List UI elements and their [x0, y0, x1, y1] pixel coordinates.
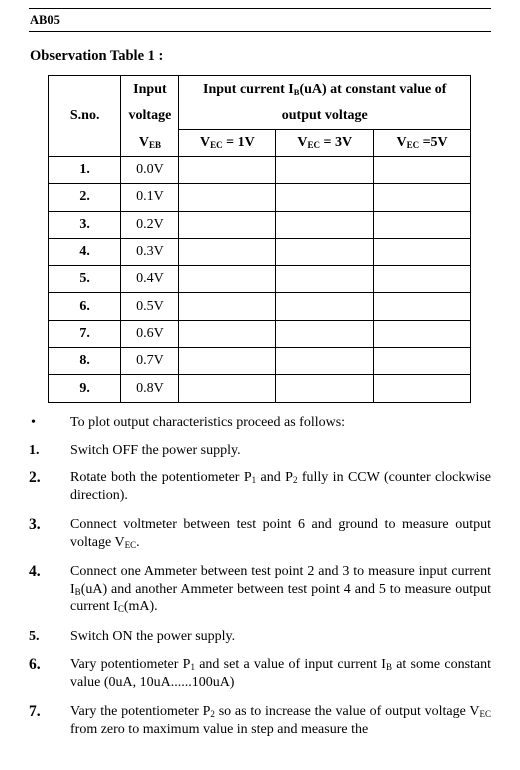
- cell-empty: [276, 320, 374, 347]
- cell-empty: [374, 184, 471, 211]
- step-number: 4.: [29, 563, 41, 580]
- cell-empty: [276, 157, 374, 184]
- header-bottom-rule: [29, 31, 491, 32]
- cell-sno: 3.: [49, 211, 121, 238]
- procedure-steps: [29, 414, 491, 738]
- table-row: [49, 157, 471, 184]
- header-input-voltage-line1: Input: [121, 76, 179, 104]
- cell-empty: [276, 293, 374, 320]
- cell-veb: 0.4V: [121, 266, 179, 293]
- cell-empty: [179, 293, 276, 320]
- table-row: [49, 293, 471, 320]
- header-vec-3v: $V_{EC} = 3V$: [276, 130, 374, 157]
- table-row: [49, 266, 471, 293]
- header-top-rule: [29, 8, 491, 9]
- cell-sno: 1.: [49, 157, 121, 184]
- cell-veb: 0.2V: [121, 211, 179, 238]
- table-row: [49, 211, 471, 238]
- header-input-voltage-line2: voltage: [121, 103, 179, 130]
- cell-empty: [276, 238, 374, 265]
- cell-empty: [179, 320, 276, 347]
- step-text: Vary the potentiometer $P_2$ so as to increase the value of output voltage $V_{EC}$ from zero to maximum value in step and measure the: [70, 704, 491, 737]
- cell-empty: [179, 211, 276, 238]
- table-row: [49, 375, 471, 402]
- cell-sno: 4.: [49, 238, 121, 265]
- cell-empty: [276, 348, 374, 375]
- cell-empty: [374, 375, 471, 402]
- cell-veb: 0.1V: [121, 184, 179, 211]
- cell-empty: [374, 157, 471, 184]
- observation-table: [48, 75, 471, 403]
- cell-veb: 0.0V: [121, 157, 179, 184]
- table-row: [49, 348, 471, 375]
- cell-empty: [374, 238, 471, 265]
- step-number: 5.: [29, 628, 40, 644]
- step-text: Connect voltmeter between test point 6 and ground to measure output voltage $V_{EC}$.: [70, 517, 491, 550]
- document-code: AB05: [30, 13, 60, 27]
- cell-sno: 9.: [49, 375, 121, 402]
- cell-empty: [179, 348, 276, 375]
- step-number: 1.: [29, 442, 40, 458]
- header-sno: S.no.: [49, 76, 121, 157]
- cell-empty: [179, 157, 276, 184]
- step-2: [29, 469, 491, 504]
- cell-sno: 2.: [49, 184, 121, 211]
- cell-empty: [276, 211, 374, 238]
- cell-veb: 0.5V: [121, 293, 179, 320]
- cell-empty: [276, 375, 374, 402]
- cell-empty: [374, 211, 471, 238]
- header-vec-5v: $V_{EC} =5V$: [374, 130, 471, 157]
- cell-sno: 5.: [49, 266, 121, 293]
- step-7: [29, 703, 491, 738]
- cell-empty: [374, 320, 471, 347]
- step-number: 7.: [29, 703, 41, 720]
- cell-sno: 6.: [49, 293, 121, 320]
- cell-empty: [276, 266, 374, 293]
- step-6: [29, 656, 491, 691]
- table-row: [49, 320, 471, 347]
- cell-empty: [276, 184, 374, 211]
- header-input-current-line1: Input current $I_B(uA)$ at constant value of: [179, 76, 471, 104]
- step-number: 2.: [29, 469, 41, 486]
- step-3: [29, 516, 491, 551]
- step-5: [29, 628, 491, 646]
- cell-empty: [179, 266, 276, 293]
- cell-empty: [374, 293, 471, 320]
- table-row: [49, 238, 471, 265]
- header-vec-1v: $V_{EC} = 1V$: [179, 130, 276, 157]
- step-text: To plot output characteristics proceed as follows:: [70, 415, 346, 430]
- step-intro: [29, 414, 491, 432]
- cell-empty: [179, 184, 276, 211]
- step-number: 3.: [29, 516, 41, 533]
- step-text: Switch ON the power supply.: [70, 628, 236, 644]
- step-4: [29, 563, 491, 616]
- cell-veb: 0.6V: [121, 320, 179, 347]
- step-text: Vary potentiometer $P_1$ and set a value of input current $I_B$ at some constant value (0uA, 10uA......100uA): [70, 657, 492, 690]
- bullet-icon: •: [31, 415, 36, 430]
- table-row: [49, 184, 471, 211]
- cell-sno: 8.: [49, 348, 121, 375]
- step-text: Switch OFF the power supply.: [70, 442, 241, 458]
- header-veb: $V_{EB}$: [121, 130, 179, 157]
- step-number: 6.: [29, 656, 41, 673]
- cell-empty: [374, 266, 471, 293]
- cell-veb: 0.3V: [121, 238, 179, 265]
- cell-veb: 0.8V: [121, 375, 179, 402]
- cell-veb: 0.7V: [121, 348, 179, 375]
- cell-empty: [179, 375, 276, 402]
- table-title: Observation Table 1 :: [30, 48, 164, 64]
- cell-sno: 7.: [49, 320, 121, 347]
- header-input-current-line2: output voltage: [179, 103, 471, 130]
- cell-empty: [374, 348, 471, 375]
- step-text: Rotate both the potentiometer $P_1$ and $P_2$ fully in CCW (counter clockwise direction).: [70, 470, 492, 503]
- step-text: Connect one Ammeter between test point 2 and 3 to measure input current $I_B(uA)$ and another Ammeter between test point 4 and 5 to measure output current $I_C(mA)$.: [70, 564, 491, 614]
- cell-empty: [179, 238, 276, 265]
- step-1: [29, 442, 491, 460]
